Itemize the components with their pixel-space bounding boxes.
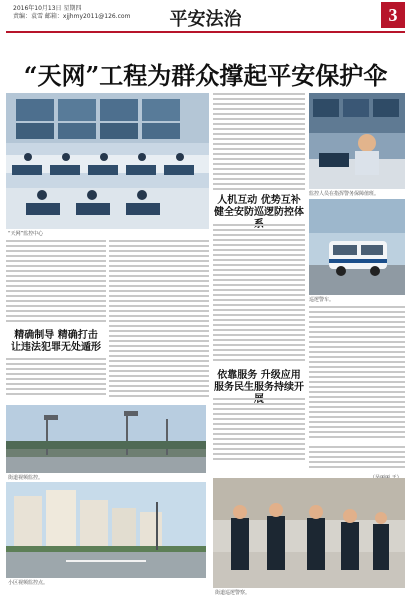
- text-right-column: [309, 306, 405, 444]
- photo-street-cameras: [6, 405, 206, 473]
- text-bottom-center: [213, 398, 305, 466]
- subhead-bottom-right-line-2: 服务民生服务持续开: [214, 382, 304, 393]
- subhead-left: [6, 330, 106, 354]
- subhead-mid-right-line-2: 健全安防巡逻防控体: [214, 207, 304, 218]
- patrol-image: [213, 478, 405, 588]
- caption-patrol: 街道巡逻警察。: [215, 590, 251, 596]
- caption-officer-desk: 监控人员在指挥警务保障值班。: [309, 191, 380, 197]
- control-room-image: [6, 93, 209, 229]
- caption-van: 巡逻警车。: [309, 297, 335, 303]
- subhead-left-line-1: 精确制导 精确打击: [14, 330, 98, 341]
- subhead-bottom-right-line-1: 依靠服务 升级应用: [217, 370, 301, 381]
- text-left-intro: [6, 240, 106, 326]
- photo-officer-desk: [309, 93, 405, 189]
- text-left-body: [6, 358, 106, 398]
- text-center-column: [213, 224, 305, 364]
- street-cameras-image: [6, 405, 206, 473]
- article-headline: “天网”工程为群众撑起平安保护伞: [23, 61, 388, 90]
- subhead-mid-right-line-1: 人机互动 优势互补: [217, 195, 301, 206]
- text-top-center: [213, 93, 305, 193]
- photo-buildings: [6, 482, 206, 578]
- text-right-bottom: [309, 446, 405, 474]
- photo-van: [309, 199, 405, 295]
- text-middle-column: [109, 240, 209, 400]
- photo-patrol: [213, 478, 405, 588]
- photo-control-room: [6, 93, 209, 229]
- header-divider: [6, 31, 405, 33]
- officer-desk-image: [309, 93, 405, 189]
- editor-contact: 责编：袁雪 邮箱：xjjhmy2011@126.com: [13, 13, 131, 20]
- caption-buildings: 小区视频监控点。: [8, 580, 49, 586]
- page-number: 3: [381, 2, 405, 28]
- van-image: [309, 199, 405, 295]
- page-header: [0, 0, 411, 34]
- buildings-image: [6, 482, 206, 578]
- subhead-left-line-2: 让违法犯罪无处遁形: [11, 342, 101, 353]
- caption-control-room: “天网”监控中心: [8, 231, 44, 237]
- issue-date: 2016年10月13日 星期四: [13, 5, 82, 12]
- section-title: 平安法治: [169, 9, 242, 30]
- caption-street-cameras: 街道视频监控。: [8, 475, 44, 481]
